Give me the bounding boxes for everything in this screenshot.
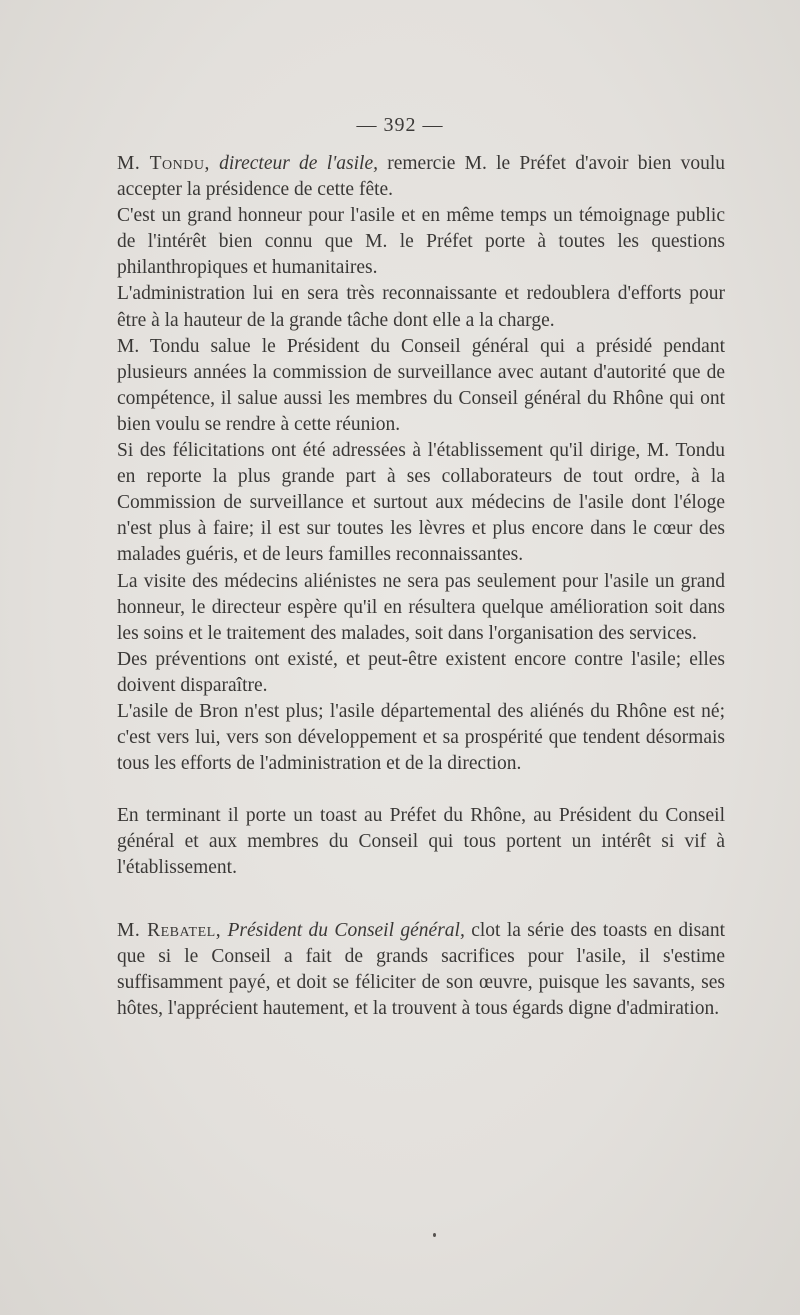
page-number: — 392 — [356,114,444,136]
paragraph-rebatel [117,918,725,1022]
speaker-role: directeur de l'asile, [219,153,378,174]
speaker-name: M. Rebatel, [117,919,222,941]
paragraph-closing-toast: En terminant il porte un toast au Préfet du Rhône, au Président du Conseil général et aux membres du Conseil qui tous portent un intérêt si vif à l'établissement. [117,805,725,879]
ink-speck [433,1233,436,1237]
paragraph: Si des félicitations ont été adressées à l'établissement qu'il dirige, M. Tondu en reporte la plus grande part à ses collaborateurs de tout ordre, à la Commission de surveillance et surtout aux médecins de l'asile dont l'éloge n'est plus à faire; il est sur toutes les lèvres et plus encore dans le cœur des malades guéris, et de leurs familles reconnaissantes. [117,440,725,566]
paragraph: M. Tondu salue le Président du Conseil général qui a présidé pendant plusieurs années la commission de surveillance avec autant d'autorité que de compétence, il salue aussi les membres du Conseil général du Rhône qui ont bien voulu se rendre à cette réunion. [117,335,725,435]
paragraph-tondu-thanks [117,151,725,203]
speaker-role: Président du Conseil général, [227,919,465,941]
speaker-name: M. Tondu, [117,153,210,174]
paragraph: L'administration lui en sera très reconnaissante et redoublera d'efforts pour être à la hauteur de la grande tâche dont elle a la charge. [117,283,725,331]
paragraph: C'est un grand honneur pour l'asile et en même temps un témoignage public de l'intérêt bien connu que M. le Préfet porte à toutes les questions philanthropiques et humanitaires. [117,205,725,279]
body-text [117,151,725,1022]
paragraph: L'asile de Bron n'est plus; l'asile départemental des aliénés du Rhône est né; c'est vers lui, vers son développement et sa prospérité que tendent désormais tous les efforts de l'administration et de la direction. [117,700,725,775]
paragraph: Des préventions ont existé, et peut-être existent encore contre l'asile; elles doivent disparaître. [117,648,725,696]
paragraph-text: remercie M. le Préfet d'avoir bien voulu accepter la présidence de cette fête. [117,153,725,201]
paragraph: La visite des médecins aliénistes ne sera pas seulement pour l'asile un grand honneur, le directeur espère qu'il en résultera quelque amélioration soit dans les soins et le traitement des malades, soit dans l'organisation des services. [117,570,725,644]
paragraph-text: clot la série des toasts en disant que si le Conseil a fait de grands sacrifices pour l'asile, il s'estime suffisamment payé, et doit se féliciter de son œuvre, puisque les savants, ses hôtes, l'apprécient hautement, et la trouvent à tous égards digne d'admiration. [117,919,725,1019]
